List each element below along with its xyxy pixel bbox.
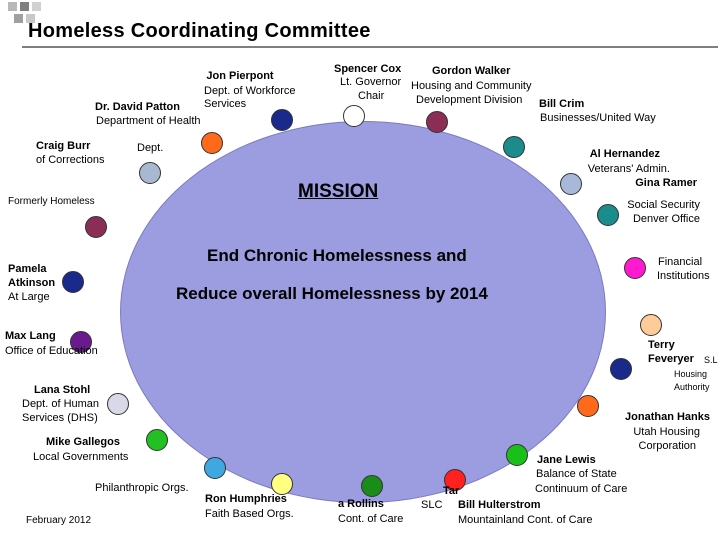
label-hanks-org2: Corporation [638, 440, 696, 452]
label-slc-org: SLC [421, 499, 443, 511]
node-jane-lewis[interactable] [506, 444, 528, 466]
label-maxlang-name: Max Lang [5, 330, 56, 342]
node-crim[interactable] [503, 136, 525, 158]
member-org: Services [204, 98, 247, 110]
node-cox[interactable] [343, 105, 365, 127]
label-gallegos-org: Local Governments [33, 451, 129, 463]
label-walker-name: Gordon Walker [432, 65, 511, 77]
label-cox-name: Spencer Cox [334, 63, 402, 75]
label-stohl-org2: Services (DHS) [22, 412, 98, 424]
label-pierpont [190, 70, 290, 83]
label-stohl-name: Lana Stohl [34, 384, 91, 396]
label-stohl-org: Dept. of Human [22, 398, 100, 410]
label-housing: Housing [674, 369, 708, 379]
label-feveryer-last: Feveryer [648, 353, 694, 365]
node-atkinson[interactable] [62, 271, 84, 293]
label-pierpont-dept [204, 85, 296, 111]
page-title: Homeless Coordinating Committee [28, 20, 371, 42]
label-cox-role: Chair [358, 90, 385, 102]
title-divider [22, 46, 718, 48]
footer-date: February 2012 [26, 515, 92, 526]
label-hernandez-org: Veterans' Admin. [587, 163, 670, 175]
label-crim-org: Businesses/United Way [540, 112, 656, 124]
member-name: Jon Pierpont [206, 70, 274, 82]
label-slc-name: Tar [443, 485, 460, 497]
node-formerly-homeless[interactable] [85, 216, 107, 238]
label-financial-2: Institutions [657, 270, 710, 282]
label-atkinson-first: Pamela [8, 263, 47, 275]
label-lewis-org2: Continuum of Care [535, 483, 628, 495]
node-pierpont[interactable] [271, 109, 293, 131]
node-hernandez[interactable] [560, 173, 582, 195]
label-feveryer-first: Terry [648, 339, 675, 351]
label-authority: Authority [674, 382, 710, 392]
label-lewis-name: Jane Lewis [537, 454, 596, 466]
node-rollins[interactable] [361, 475, 383, 497]
label-atkinson-role: At Large [8, 291, 50, 303]
mission-heading: MISSION [298, 181, 379, 202]
label-lewis-org: Balance of State [536, 468, 617, 480]
node-gallegos[interactable] [146, 429, 168, 451]
label-burr-name: Craig Burr [36, 140, 91, 152]
label-ramer-name: Gina Ramer [635, 177, 697, 189]
label-ssa-office: Denver Office [632, 213, 700, 225]
node-housing-authority[interactable] [610, 358, 632, 380]
label-maxlang-org: Office of Education [5, 345, 98, 357]
node-walker[interactable] [426, 111, 448, 133]
label-walker-org: Housing and Community [411, 80, 532, 92]
node-stohl[interactable] [107, 393, 129, 415]
label-burr-org: of Corrections [36, 154, 105, 166]
label-hernandez-name: Al Hernandez [589, 148, 660, 160]
label-patton-org: Department of Health [96, 115, 201, 127]
label-patton-name: Dr. David Patton [95, 101, 180, 113]
label-hulterstrom-name: Bill Hulterstrom [458, 499, 541, 511]
label-ssa-name: Social Security [627, 199, 700, 211]
label-cox-title: Lt. Governor [340, 76, 402, 88]
label-rollins-name: a Rollins [338, 498, 384, 510]
label-humphries-org: Faith Based Orgs. [205, 508, 294, 520]
label-crim-name: Bill Crim [539, 98, 585, 110]
committee-ring [120, 121, 606, 503]
label-formerly-homeless: Formerly Homeless [8, 196, 95, 207]
node-financial[interactable] [624, 257, 646, 279]
label-philanthropic: Philanthropic Orgs. [95, 482, 189, 494]
label-financial: Financial [658, 256, 703, 268]
label-walker-org2: Development Division [416, 94, 523, 106]
node-patton[interactable] [201, 132, 223, 154]
label-atkinson-last: Atkinson [8, 277, 56, 289]
label-hanks-name: Jonathan Hanks [625, 411, 710, 423]
node-feveryer[interactable] [640, 314, 662, 336]
mission-line-1: End Chronic Homelessness and [207, 246, 467, 265]
label-feveryer-org: S.L [704, 355, 718, 365]
label-hanks-org: Utah Housing [633, 426, 700, 438]
label-burr-dept: Dept. [137, 142, 164, 154]
label-humphries-name: Ron Humphries [205, 493, 287, 505]
member-org: Dept. of Workforce [204, 85, 296, 97]
label-rollins-org: Cont. of Care [338, 513, 404, 525]
label-gallegos-name: Mike Gallegos [46, 436, 120, 448]
node-humphries[interactable] [271, 473, 293, 495]
node-philanthropic[interactable] [204, 457, 226, 479]
node-burr[interactable] [139, 162, 161, 184]
mission-line-2: Reduce overall Homelessness by 2014 [176, 284, 488, 303]
label-hulterstrom-org: Mountainland Cont. of Care [458, 514, 593, 526]
